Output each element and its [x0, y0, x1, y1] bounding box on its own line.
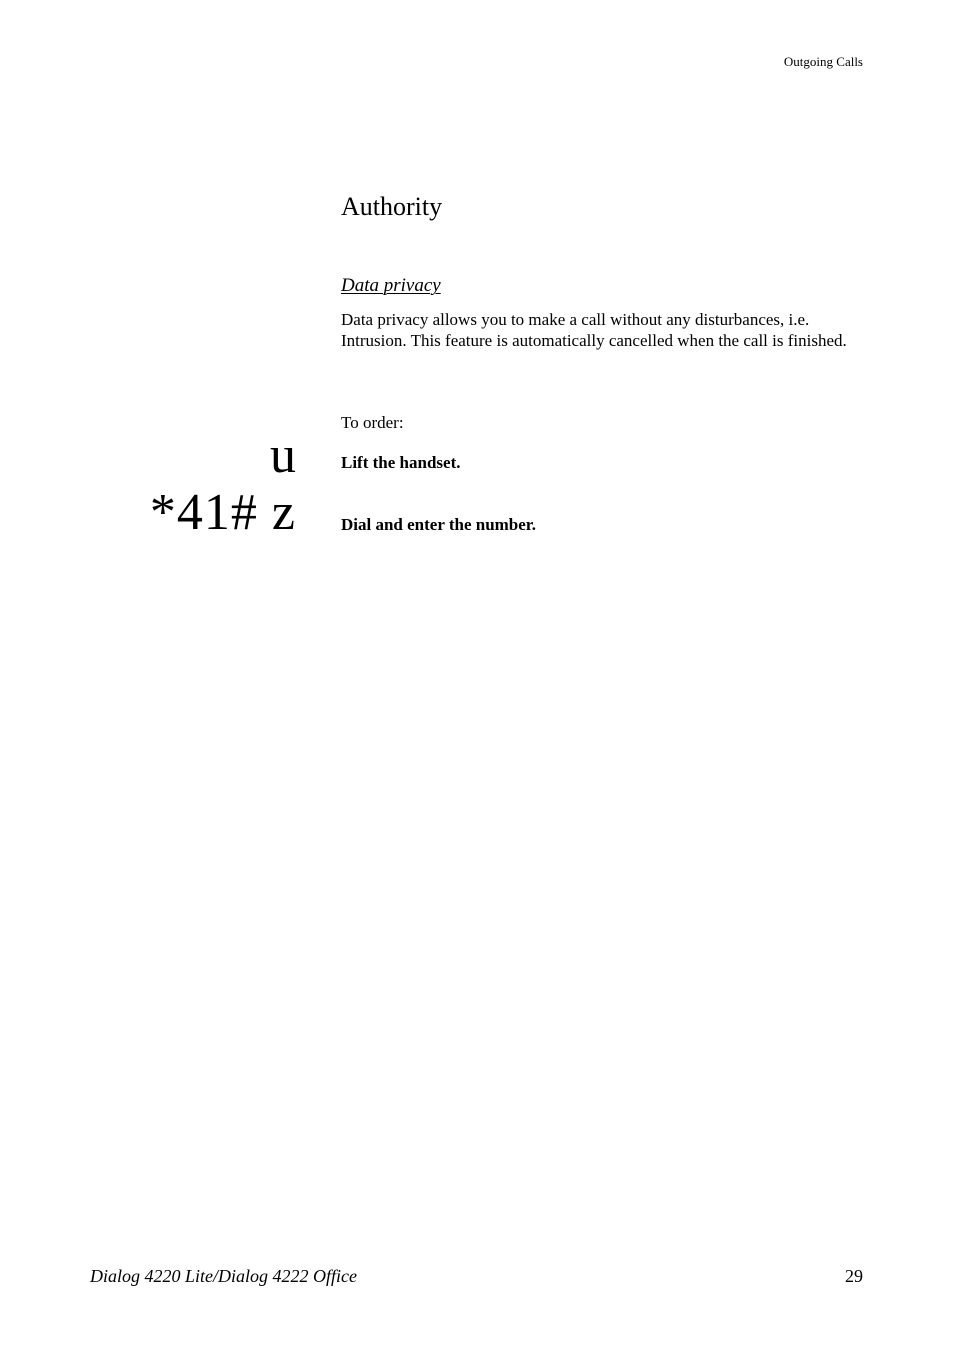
handset-key-symbol: u — [270, 427, 296, 484]
subsection-title: Data privacy — [341, 275, 441, 296]
step-instruction: Dial and enter the number. — [341, 515, 537, 534]
running-header: Outgoing Calls — [783, 54, 863, 69]
dial-code-symbol: *41# z — [149, 484, 296, 541]
page-number: 29 — [845, 1266, 863, 1286]
step-instruction: Lift the handset. — [341, 453, 461, 472]
description-paragraph: Data privacy allows you to make a call without any disturbances, i.e. Intrusion. This feature is automatically cancelled when the call is finished. — [341, 310, 847, 350]
footer-product-title: Dialog 4220 Lite/Dialog 4222 Office — [90, 1266, 357, 1286]
section-title: Authority — [341, 192, 443, 221]
to-order-label: To order: — [341, 413, 404, 432]
